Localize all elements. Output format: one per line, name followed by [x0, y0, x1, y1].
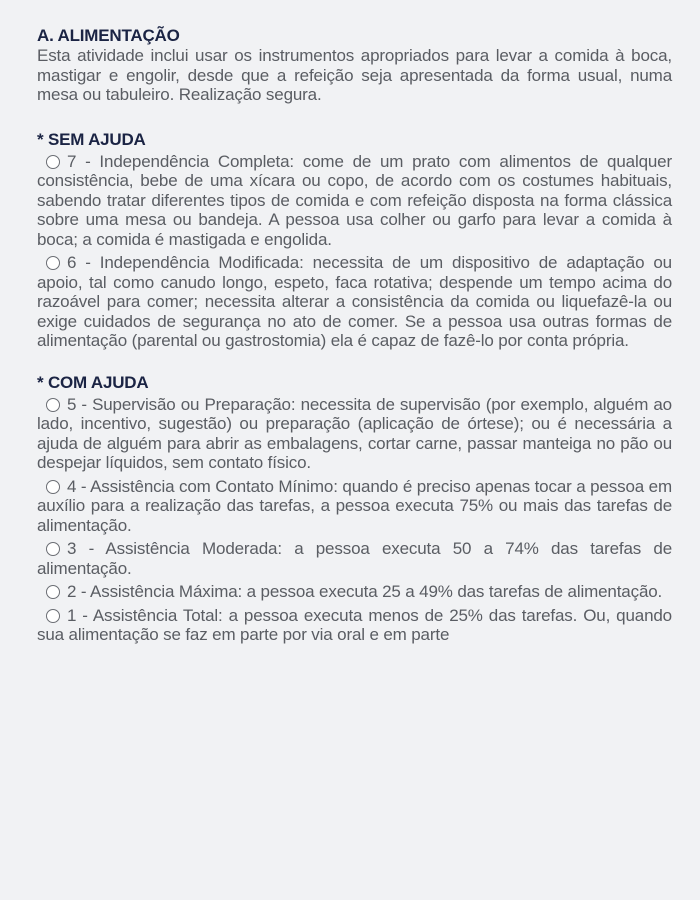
option-label: 5 - Supervisão ou Preparação: necessita de supervisão (por exemplo, alguém ao lado, incentivo, sugestão) ou preparação (aplicação de órtese); ou é necessária a ajuda de alguém para abrir as embalagens, cortar carne, passar manteiga no pão ou despejar líquidos, sem contato físico. [37, 394, 672, 472]
option-label: 7 - Independência Completa: come de um prato com alimentos de qualquer consistência, bebe de uma xícara ou copo, de acordo com os costumes habituais, sabendo tratar diferentes tipos de comida e com refeição disposta na forma clássica sobre uma mesa ou bandeja. A pessoa usa colher ou garfo para levar a comida à boca; a comida é mastigada e engolida. [37, 151, 672, 249]
radio-button-icon[interactable] [46, 585, 60, 599]
section-title: A. ALIMENTAÇÃO [37, 26, 180, 45]
feeding-assessment-form [37, 26, 672, 649]
option-5-supervisao[interactable] [37, 395, 672, 473]
option-label: 4 - Assistência com Contato Mínimo: quando é preciso apenas tocar a pessoa em auxílio para a realização das tarefas, a pessoa executa 75% ou mais das tarefas de alimentação. [37, 476, 672, 535]
radio-button-icon[interactable] [46, 155, 60, 169]
option-label: 2 - Assistência Máxima: a pessoa executa 25 a 49% das tarefas de alimentação. [67, 582, 663, 601]
option-1-assistencia-total[interactable] [37, 606, 672, 645]
option-label: 6 - Independência Modificada: necessita de um dispositivo de adaptação ou apoio, tal como canudo longo, espeto, faca rotativa; despende um tempo acima do razoável para comer; necessita alterar a consistência da comida ou liquefazê-la ou exige cuidados de segurança no ato de comer. Se a pessoa usa outras formas de alimentação (parental ou gastrostomia) ela é capaz de fazê-lo por conta própria. [37, 253, 672, 350]
option-3-assistencia-moderada[interactable] [37, 539, 672, 578]
radio-button-icon[interactable] [46, 256, 60, 270]
option-6-independencia-modificada[interactable] [37, 253, 672, 351]
group-sem-ajuda [37, 130, 672, 351]
option-7-independencia-completa[interactable] [37, 152, 672, 250]
group-com-ajuda [37, 373, 672, 645]
radio-button-icon[interactable] [46, 398, 60, 412]
option-label: 1 - Assistência Total: a pessoa executa menos de 25% das tarefas. Ou, quando sua alimentação se faz em parte por via oral e em parte [37, 605, 672, 644]
radio-button-icon[interactable] [46, 542, 60, 556]
group-title: * COM AJUDA [37, 372, 149, 392]
option-label: 3 - Assistência Moderada: a pessoa executa 50 a 74% das tarefas de alimentação. [37, 539, 672, 578]
radio-button-icon[interactable] [46, 609, 60, 623]
section-description: Esta atividade inclui usar os instrumentos apropriados para levar a comida à boca, mastigar e engolir, desde que a refeição seja apresentada da forma usual, numa mesa ou tabuleiro. Realização segura. [37, 46, 672, 104]
option-2-assistencia-maxima[interactable] [37, 582, 672, 602]
group-title: * SEM AJUDA [37, 129, 146, 149]
option-4-contato-minimo[interactable] [37, 477, 672, 536]
radio-button-icon[interactable] [46, 480, 60, 494]
